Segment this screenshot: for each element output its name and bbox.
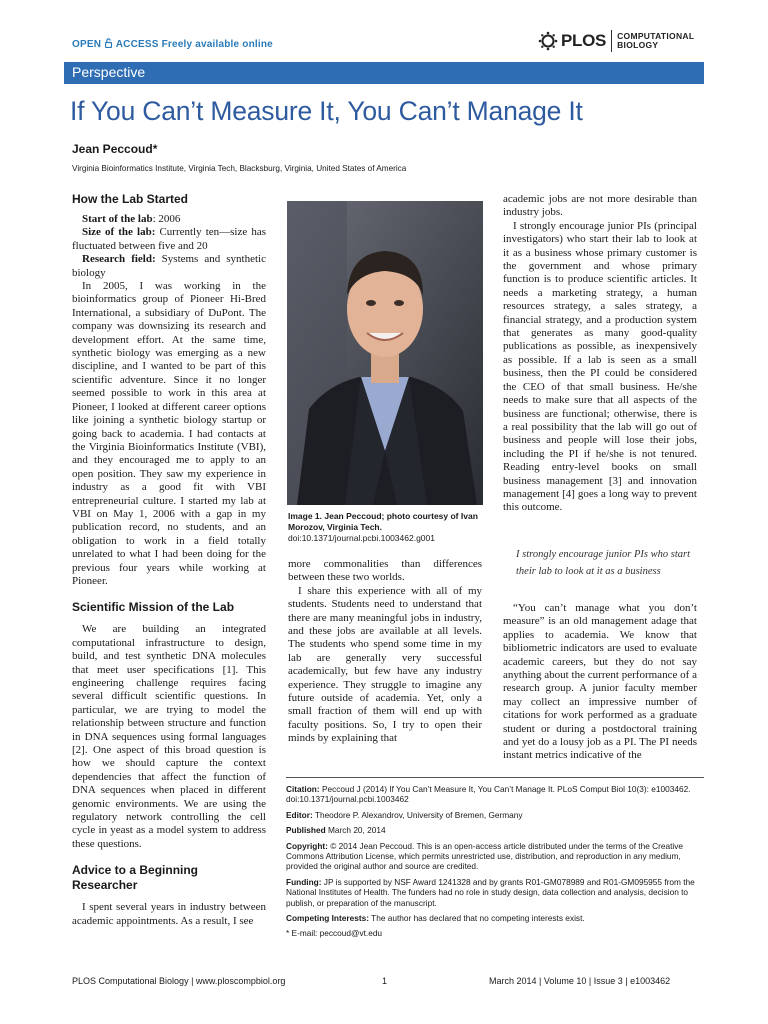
copyright-label: Copyright:: [286, 840, 328, 851]
copyright: [286, 841, 704, 872]
citation-label: Citation:: [286, 784, 320, 794]
column-1: [72, 192, 266, 928]
section-banner: [64, 62, 704, 84]
published-text: March 20, 2014: [325, 825, 386, 836]
open-lock-icon: [105, 38, 112, 48]
published-label: Published: [286, 825, 326, 836]
article-title: If You Can’t Measure It, You Can’t Manage It: [70, 96, 583, 126]
published: [286, 825, 704, 835]
footer-issue: March 2014 | Volume 10 | Issue 3 | e1003462: [489, 976, 671, 986]
size-of-lab: [72, 226, 266, 253]
logo-sub-line1: COMPUTATIONAL: [617, 31, 695, 41]
plos-logo-word: PLOS: [561, 31, 607, 50]
paragraph: In 2005, I was working in the bioinformatics group of Pioneer Hi-Bred International, a subsidiary of DuPont. The company was downsizing its research and development effort. At the same time, synthetic biology was emerging as a new discipline, and I wanted to be part of this scientific adventure. Since it no longer seemed possible to work in this area at Pioneer, I looked at different career options like joining a synthetic biology startup or going back to academia. I had contacts at the Virginia Bioinformatics Institute (VBI), and they encouraged me to apply to an open position. They saw my experience in industry as a good fit with VBI entrepreneurial culture. I started my lab at VBI on May 1, 2006 with a gap in my publication record, no students, and an obligation to work in a field totally unrelated to what I had been doing for the previous four years while working at Pioneer.: [72, 280, 266, 587]
size-value: Currently ten—size has fluctuated between five and 20: [72, 226, 266, 252]
plos-logo[interactable]: [538, 28, 694, 54]
plos-gear-icon: [538, 31, 558, 51]
author-affiliation: Virginia Bioinformatics Institute, Virginia Tech, Blacksburg, Virginia, United States of America: [72, 164, 407, 173]
footer-journal: PLOS Computational Biology | www.ploscompbiol.org: [72, 976, 286, 986]
pull-quote: I strongly encourage junior PIs who start their lab to look at it as a business: [516, 549, 691, 577]
editor-text: Theodore P. Alexandrov, University of Bremen, Germany: [312, 809, 523, 820]
column-2: [288, 558, 482, 746]
field-label: Research field:: [82, 253, 156, 266]
portrait-illustration: [287, 201, 483, 505]
paragraph: We are building an integrated computational infrastructure to design, build, and test synthetic DNA molecules that meet user specifications [1]. This engineering challenge requires facing several difficult scientific questions. In particular, we are trying to model the relationship between structure and function in DNA sequences using formal languages [2]. One aspect of this broad question is how we should capture the context dependencies that affect the function of DNA sequences when placed in different genomic environments. We are using the regulatory network controlling the cell cycle in yeast as a model system to address these questions.: [72, 623, 266, 850]
size-label: Size of the lab:: [82, 226, 156, 239]
heading-advice: Advice to a Beginning Researcher: [72, 863, 199, 893]
funding-label: Funding:: [286, 876, 322, 887]
figure-doi: doi:10.1371/journal.pcbi.1003462.g001: [288, 533, 435, 543]
paragraph: I strongly encourage junior PIs (principal investigators) who start their lab to look at it as a business whose primary customer is the government and whose primary function is to produce scientific articles. It needs a marketing strategy, a human resources strategy, a sales strategy, a financial strategy, and a production system that generates as many good-quality publications as possible, as inexpensively as possible. If a lab is seen as a small business, then the PI could be considered the CEO of that small business. He/she needs to make sure that all aspects of the business are functional; otherwise, there is a real possibility that the lab will go out of business and people will lose their jobs, including the PI if he/she is not tenured. Reading entry-level books on small business management [3] and innovation management [4] goes a long way to prevent this outcome.: [503, 219, 697, 514]
paragraph: “You can’t manage what you don’t measure” is an old management adage that applies to academia. We know that bibliometric indicators are used to evaluate academic careers, but they do not say anything about the current performance of a research group. A junior faculty member may collect an impressive number of citations for work performed as a graduate student or during a postdoctoral training and yet do a lousy job as a PI. The PI needs instant metrics indicative of the: [503, 602, 697, 762]
footer-page-number: 1: [382, 976, 388, 986]
competing-label: Competing Interests:: [286, 913, 369, 924]
section-label: Perspective: [72, 64, 146, 80]
editor-label: Editor:: [286, 809, 313, 820]
field-value: Systems and synthetic biology: [72, 253, 266, 279]
open-access-word: OPEN: [72, 39, 102, 50]
open-access-label: [72, 38, 273, 50]
start-label: Start of the lab: [82, 213, 153, 225]
heading-how-lab-started: How the Lab Started: [72, 192, 189, 206]
paragraph: academic jobs are not more desirable than industry jobs.: [503, 193, 697, 219]
author-photo: [287, 201, 483, 505]
author-name: Jean Peccoud*: [72, 142, 158, 156]
paragraph: I spent several years in industry between academic appointments. As a result, I see: [72, 901, 266, 927]
paragraph: I share this experience with all of my students. Students need to understand that there are many meaningful jobs in industry, and these jobs are available at all levels. The students who spend some time in my lab are generally very successful academically, but few have any industry experience. They struggle to imagine any future outside of academia. Yet, only a small fraction of them will end up with faculty positions. So, I try to open their minds by explaining that: [288, 584, 482, 745]
competing-interests: [286, 913, 704, 923]
column-3: [503, 193, 697, 515]
citation-text: Peccoud J (2014) If You Can’t Measure It, You Can’t Manage It. PLoS Comput Biol 10(3): e1003462. doi:10.1371/journal.pcbi.1003462: [286, 784, 691, 805]
email[interactable]: * E-mail: peccoud@vt.edu: [286, 928, 383, 939]
editor: [286, 810, 704, 820]
copyright-text: © 2014 Jean Peccoud. This is an open-access article distributed under the terms of the Creative Commons Attribution License, which permits unrestricted use, distribution, and reproduction in any medium, provided the original author and source are credited.: [286, 840, 684, 872]
logo-sub-line2: BIOLOGY: [617, 40, 659, 50]
citation: [286, 784, 704, 805]
funding-text: JP is supported by NSF Award 1241328 and by grants R01-GM078989 and R01-GM095955 from the National Institutes of Health. The funders had no role in study design, data collection and analysis, decision to publish, or preparation of the manuscript.: [286, 876, 695, 908]
caption-title: Image 1. Jean Peccoud; photo courtesy of Ivan Morozov, Virginia Tech.: [288, 511, 478, 532]
article-info: [286, 777, 704, 944]
figure-caption: [288, 511, 488, 544]
column-3-continued: [503, 602, 697, 763]
research-field: [72, 253, 266, 280]
logo-subtitle: [617, 32, 694, 50]
open-access-rest: ACCESS Freely available online: [115, 39, 273, 50]
heading-scientific-mission: Scientific Mission of the Lab: [72, 600, 235, 615]
logo-separator: [611, 30, 612, 52]
paragraph: more commonalities than differences between these two worlds.: [288, 558, 482, 584]
funding: [286, 877, 704, 908]
start-of-lab: [72, 213, 266, 226]
competing-text: The author has declared that no competing interests exist.: [368, 913, 585, 924]
start-value: : 2006: [152, 213, 181, 225]
